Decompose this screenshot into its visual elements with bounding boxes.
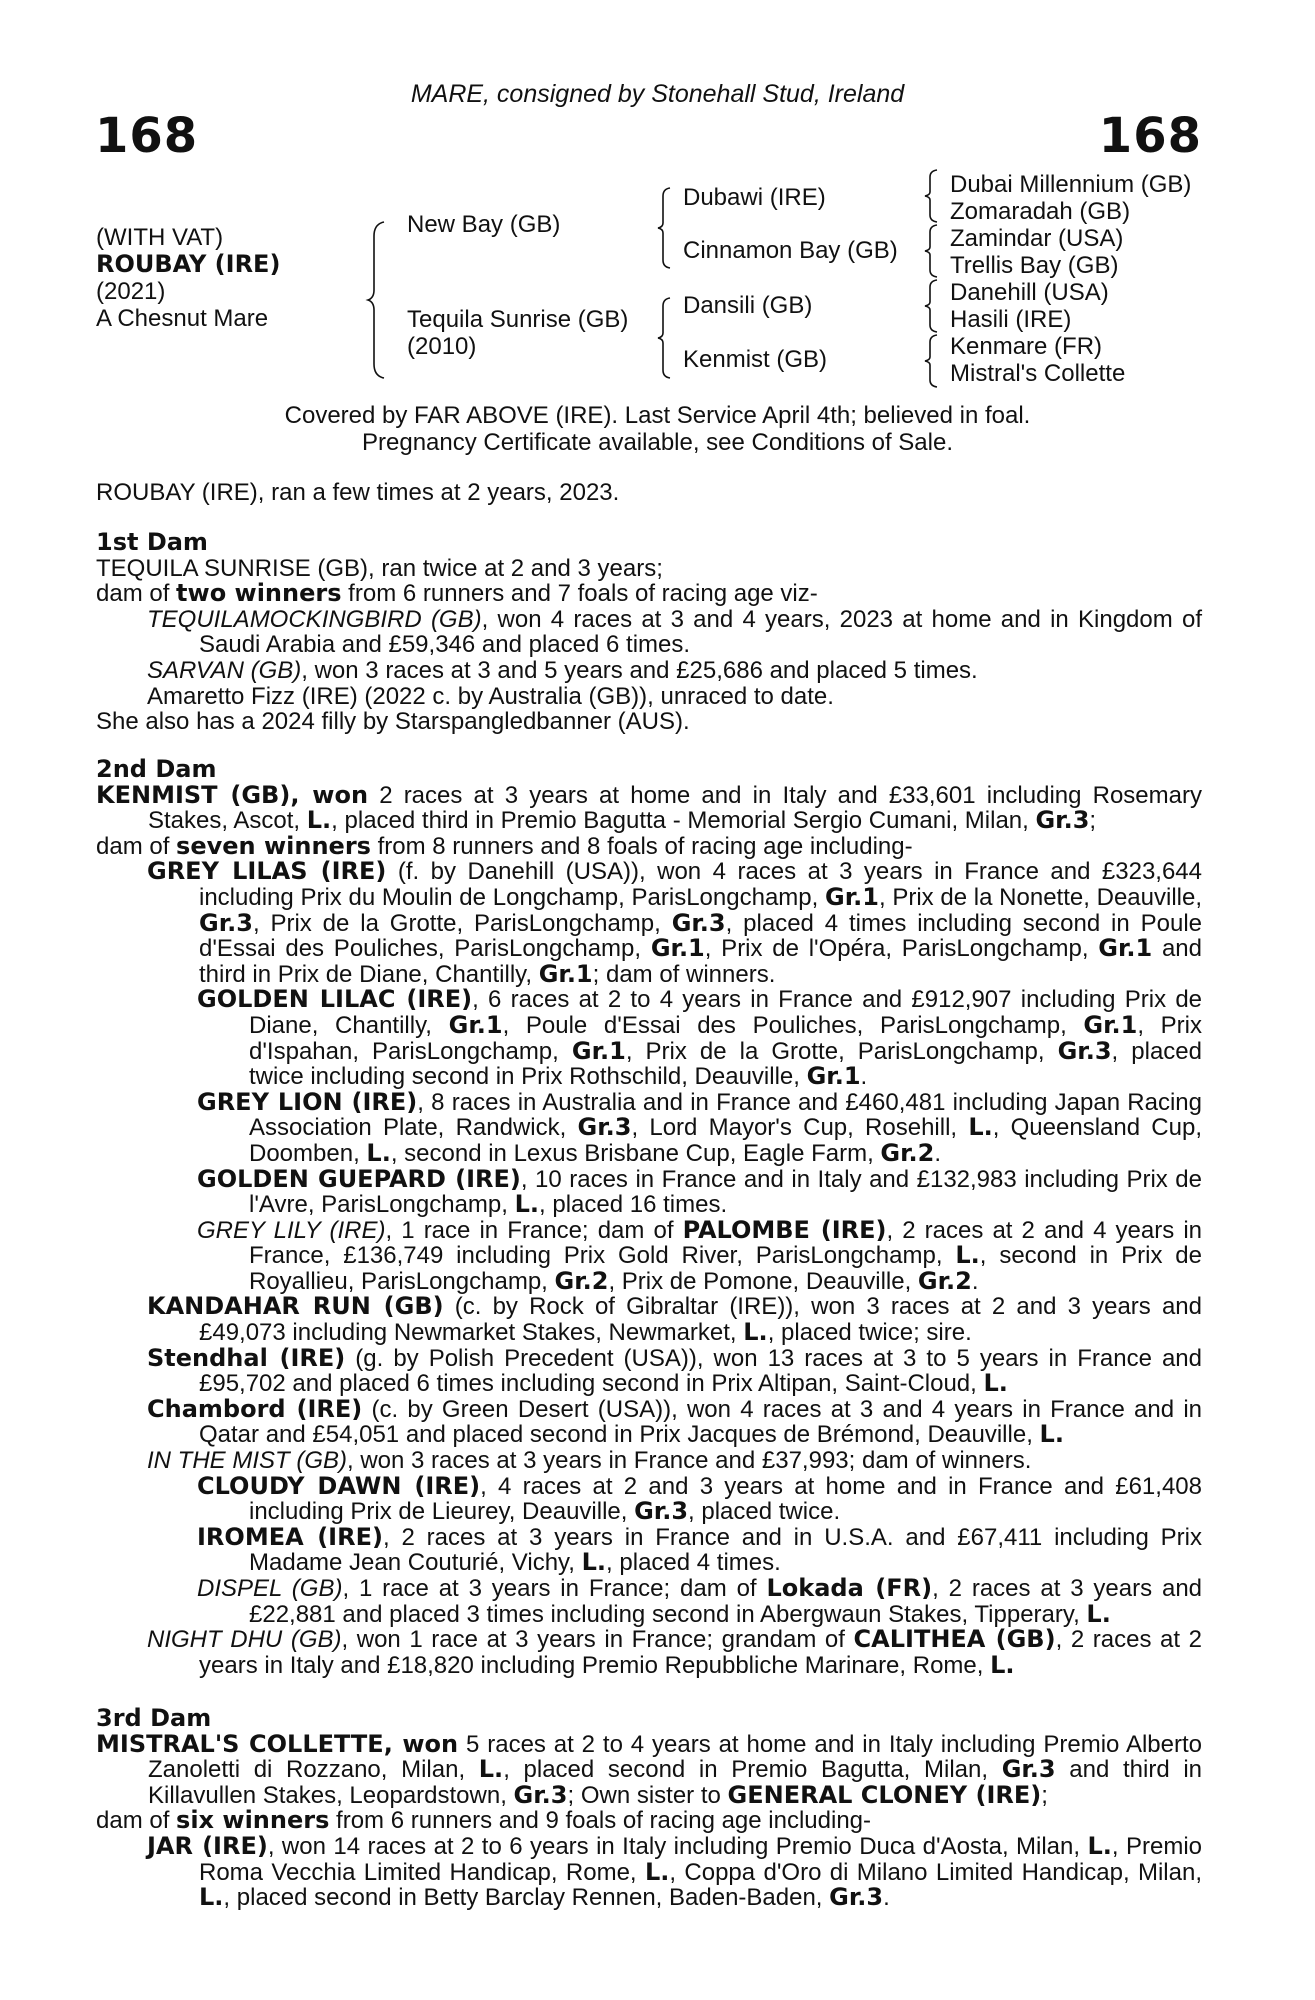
grandoffspring-entry: GOLDEN LILAC (IRE), 6 races at 2 to 4 years in France and £912,907 including Prix de Diane, Chantilly, Gr.1, Poule d'Essai des Pouliches, ParisLongchamp, Gr.1, Prix d'Ispahan, ParisLongchamp, Gr.1, Prix de la Grotte, ParisLongchamp, Gr.3, placed twice including second in Prix Rothschild, Deauville, Gr.1. <box>197 985 1203 1091</box>
grandoffspring-entry: GREY LION (IRE), 8 races in Australia and in France and £460,481 including Japan Racing Association Plate, Randwick, Gr.3, Lord Mayor's Cup, Rosehill, L., Queensland Cup, Doomben, L., second in Lexus Brisbane Cup, Eagle Farm, Gr.2. <box>197 1087 1202 1167</box>
pedigree-sire-sire: Dubawi (IRE) <box>683 184 826 211</box>
pedigree-dam-sire: Dansili (GB) <box>683 292 813 319</box>
covering-note <box>0 402 1315 456</box>
pedigree-g3-7: Kenmare (FR) <box>950 333 1103 360</box>
grandoffspring-entry: DISPEL (GB), 1 race at 3 years in France; dam of Lokada (FR), 2 races at 3 years and £22,881 and placed 3 times including second in Abergwaun Stakes, Tipperary, L. <box>197 1574 1203 1628</box>
pedigree-g3-2: Zomaradah (GB) <box>950 198 1131 225</box>
pedigree-brace-g1 <box>925 170 941 222</box>
first-dam-heading: 1st Dam <box>96 528 208 556</box>
produce-record <box>96 480 1202 506</box>
offspring-entry: IN THE MIST (GB), won 3 races at 3 years in France and £37,993; dam of winners. <box>147 1447 1032 1475</box>
pedigree-g3-5: Danehill (USA) <box>950 279 1109 306</box>
third-dam-record: MISTRAL'S COLLETTE, won 5 races at 2 to 4 years at home and in Italy including Premio Alberto Zanoletti di Rozzano, Milan, L., placed second in Premio Bagutta, Milan, Gr.3 and third in Killavullen Stakes, Leopardstown, Gr.3; Own sister to GENERAL CLONEY (IRE); <box>96 1729 1203 1809</box>
third-dam-section <box>96 1706 1202 1911</box>
lot-number-right: 168 <box>1098 108 1202 164</box>
first-dam-note: She also has a 2024 filly by Starspangledbanner (AUS). <box>96 708 690 736</box>
vat-note: (WITH VAT) <box>96 224 224 251</box>
offspring-entry: NIGHT DHU (GB), won 1 race at 3 years in France; grandam of CALITHEA (GB), 2 races at 2 years in Italy and £18,820 including Premio Repubbliche Marinare, Rome, L. <box>147 1625 1202 1679</box>
covering-line-1: Covered by FAR ABOVE (IRE). Last Service April 4th; believed in foal. <box>284 402 1031 429</box>
lot-number-left: 168 <box>95 108 199 164</box>
first-dam-summary: dam of two winners from 6 runners and 7 foals of racing age viz- <box>96 579 818 608</box>
pedigree-brace-dam <box>658 298 674 378</box>
pedigree-g3-4: Trellis Bay (GB) <box>950 252 1119 279</box>
offspring-entry: Stendhal (IRE) (g. by Polish Precedent (USA)), won 13 races at 3 to 5 years in France and £95,702 and placed 6 times including second in Prix Altipan, Saint-Cloud, L. <box>147 1343 1202 1398</box>
offspring-entry: Chambord (IRE) (c. by Green Desert (USA)), won 4 races at 3 and 4 years in France and in Qatar and £54,051 and placed second in Prix Jacques de Brémond, Deauville, L. <box>147 1394 1202 1449</box>
first-dam-section <box>96 530 1202 735</box>
second-dam-record: KENMIST (GB), won 2 races at 3 years at home and in Italy and £33,601 including Rosemary Stakes, Ascot, L., placed third in Premio Bagutta - Memorial Sergio Cumani, Milan, Gr.3; <box>96 780 1202 835</box>
horse-race-record: ROUBAY (IRE), ran a few times at 2 years, 2023. <box>96 479 620 506</box>
horse-description: A Chesnut Mare <box>96 305 269 332</box>
offspring-entry: Amaretto Fizz (IRE) (2022 c. by Australia (GB)), unraced to date. <box>147 682 834 710</box>
horse-name: ROUBAY (IRE) <box>96 250 281 278</box>
second-dam-summary: dam of seven winners from 8 runners and 8 foals of racing age including- <box>96 831 913 860</box>
pedigree-g3-8: Mistral's Collette <box>950 360 1126 387</box>
pedigree-g3-1: Dubai Millennium (GB) <box>950 171 1192 198</box>
third-dam-summary: dam of six winners from 6 runners and 9 foals of racing age including- <box>96 1806 872 1835</box>
pedigree-dam-dam: Kenmist (GB) <box>683 346 828 373</box>
pedigree-g3-6: Hasili (IRE) <box>950 306 1072 333</box>
grandoffspring-entry: IROMEA (IRE), 2 races at 3 years in France and in U.S.A. and £67,411 including Prix Madame Jean Couturié, Vichy, L., placed 4 times. <box>197 1522 1202 1577</box>
pedigree-dam-year: (2010) <box>407 333 477 360</box>
pedigree-g3-3: Zamindar (USA) <box>950 225 1124 252</box>
pedigree-brace-g3 <box>925 280 941 332</box>
grandoffspring-entry: GREY LILY (IRE), 1 race in France; dam of PALOMBE (IRE), 2 races at 2 and 4 years in France, £136,749 including Prix Gold River, ParisLongchamp, L., second in Prix de Royallieu, ParisLongchamp, Gr.2, Prix de Pomone, Deauville, Gr.2. <box>197 1215 1203 1295</box>
second-dam-section <box>96 757 1202 1678</box>
offspring-entry: SARVAN (GB), won 3 races at 3 and 5 years and £25,686 and placed 5 times. <box>147 656 978 684</box>
covering-line-2: Pregnancy Certificate available, see Conditions of Sale. <box>362 429 953 456</box>
grandoffspring-entry: CLOUDY DAWN (IRE), 4 races at 2 and 3 years at home and in France and £61,408 including Prix de Lieurey, Deauville, Gr.3, placed twice. <box>197 1471 1202 1526</box>
offspring-entry: TEQUILAMOCKINGBIRD (GB), won 4 races at 3 and 4 years, 2023 at home and in Kingdom of Saudi Arabia and £59,346 and placed 6 times. <box>147 605 1202 659</box>
pedigree-brace-g4 <box>925 335 941 387</box>
pedigree-brace-g2 <box>925 225 941 277</box>
offspring-entry: GREY LILAS (IRE) (f. by Danehill (USA)), won 4 races at 3 years in France and £323,644 including Prix du Moulin de Longchamp, ParisLongchamp, Gr.1, Prix de la Nonette, Deauville, Gr.3, Prix de la Grotte, ParisLongchamp, Gr.3, placed 4 times including second in Poule d'Essai des Pouliches, ParisLongchamp, Gr.1, Prix de l'Opéra, ParisLongchamp, Gr.1 and third in Prix de Diane, Chantilly, Gr.1; dam of winners. <box>147 857 1203 988</box>
third-dam-heading: 3rd Dam <box>96 1704 212 1732</box>
horse-year: (2021) <box>96 278 166 305</box>
grandoffspring-entry: GOLDEN GUEPARD (IRE), 10 races in France and in Italy and £132,983 including Prix de l'Avre, ParisLongchamp, L., placed 16 times. <box>197 1164 1202 1219</box>
pedigree-sire-dam: Cinnamon Bay (GB) <box>683 237 898 264</box>
pedigree-brace-sire <box>658 188 674 268</box>
pedigree-sire: New Bay (GB) <box>407 211 561 238</box>
pedigree-dam: Tequila Sunrise (GB) <box>407 306 629 333</box>
first-dam-record: TEQUILA SUNRISE (GB), ran twice at 2 and 3 years; <box>96 554 663 582</box>
second-dam-heading: 2nd Dam <box>96 755 217 783</box>
offspring-entry: KANDAHAR RUN (GB) (c. by Rock of Gibraltar (IRE)), won 3 races at 2 and 3 years and £49,073 including Newmarket Stakes, Newmarket, L., placed twice; sire. <box>147 1292 1203 1347</box>
offspring-entry: JAR (IRE), won 14 races at 2 to 6 years in Italy including Premio Duca d'Aosta, Milan, L., Premio Roma Vecchia Limited Handicap, Rome, L., Coppa d'Oro di Milano Limited Handicap, Milan, L., placed second in Betty Barclay Rennen, Baden-Baden, Gr.3. <box>147 1831 1203 1912</box>
consignor-line: MARE, consigned by Stonehall Stud, Ireland <box>410 80 905 108</box>
pedigree-brace-main <box>368 222 388 378</box>
